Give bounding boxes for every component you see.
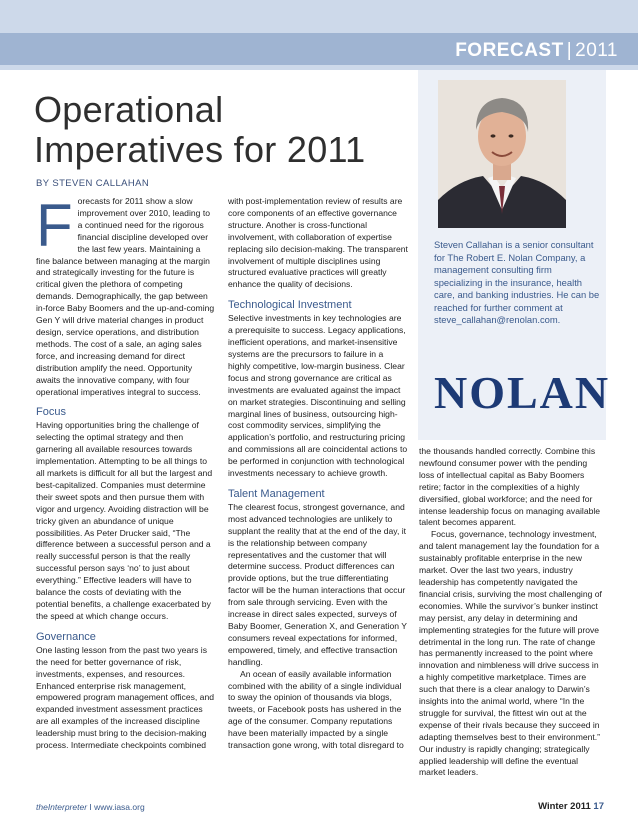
drop-cap: F <box>36 192 73 259</box>
footer-brand: theInterpreter <box>36 802 88 812</box>
talent-text: The clearest focus, strongest governance, and most advanced technologies are unlikely to supplant the reality that at the end of the day, it is the relationship between company representatives and the customer that will determine success. Product differences can provide options, but the true differentiating factor will be the human interactions that occur from sale through servicing. Even with the increase in direct sales expected, surveys of Baby Boomer, Generation X, and Generation Y consumers reveal expectations for informed, empowered, timely, and effective transaction handling. <box>228 501 407 667</box>
column-2 <box>228 196 408 752</box>
tech-text: Selective investments in key technologies are a prerequisite to success. Legacy applications, inefficient operations, and market-insensitive systems are the precursors to failure in a highly competitive, low-margin business. Clear focus and strong governance are critical as investments are evaluated against the impact on market strategies. Discontinuing and selling marginal lines of business, outsourcing high-cost commodity services, simplifying the application’s portfolio, and restructuring pricing and commissions all are coincidental actions to be performed in conjunction with technological investments necessary to achieve growth. <box>228 313 408 479</box>
author-photo <box>438 80 566 228</box>
byline: BY STEVEN CALLAHAN <box>36 178 150 189</box>
tech-heading: Technological Investment <box>228 299 352 312</box>
governance-text: One lasting lesson from the past two years is the need for better governance of risk, investments, expenses, and resources. Enhanced enterprise risk management, empowered program management offices, and expanded investment assessment practices are all examples of the increased discipline leadership must bring to the decision-making process. Intermediate checkpoints combined <box>36 644 215 751</box>
section-label: FORECAST <box>455 40 564 61</box>
talent-heading: Talent Management <box>228 487 325 500</box>
footer-url[interactable]: www.iasa.org <box>94 802 145 812</box>
section-header <box>455 40 618 62</box>
governance-continued: with post-implementation review of results are core components of an effective governance structure. Another is cross-functional involvement, with collaboration of expertise replacing silo decision-making. The transparent involvement of multiple disciplines using structured evaluative practices will greatly enhance the quality of decisions. <box>228 196 408 290</box>
nolan-logo: NOLAN <box>434 367 611 418</box>
column-3-text-2: Focus, governance, technology investment, and talent management lay the foundation for a sustainably profitable enterprise in the new market. Over the last two years, industry leadership has competently navigated the financial crisis, surviving the most challenging of economies. While the survivor’s bunker instinct may persist, any delay in determining and implementing strategies for the future will prove detrimental in the long run. The rate of change has permanently increased to the point where innovation and nimbleness will drive success in a highly competitive marketplace. Times are such that there is a clear analogy to Darwin’s insights into the animal world, where “In the struggle for survival, the fittest win out at the expense of their rivals because they succeed in adapting themselves best to their environment.” Our industry is rapidly changing; strategically applied leadership will define the eventual market leaders. <box>419 529 602 778</box>
footer-issue <box>538 801 604 812</box>
article-title <box>34 90 366 170</box>
column-1 <box>36 192 216 752</box>
column-3-text-1: the thousands handled correctly. Combine this newfound consumer power with the pending loss of intellectual capital as Baby Boomers retire; factor in the complexities of a highly diversified, global workforce; and the need for intense leadership focus on managing available talent becomes apparent. <box>419 446 601 528</box>
intro-paragraph <box>36 192 216 398</box>
intro-text: orecasts for 2011 show a slow improvement over 2010, leading to a continued need for the rigorous financial discipline developed over the last few years. Maintaining a fine balance between managing at the margin and strategically investing for the future is critical given the plethora of competing demands. Demographically, the gap between in-force Baby Boomers and the up-and-coming Gen Y will drive material changes in product design, service operations, and distribution methods. The cost of a sale, an aging sales force, and increasing demand for direct distribution amplify the need. Opportunity awaits the innovative company, with four operational imperatives integral to success. <box>36 196 215 397</box>
author-bio: Steven Callahan is a senior consultant for The Robert E. Nolan Company, a management consulting firm specializing in the insurance, health care, and banking industries. He can be reached for further comment at steve_callahan@renolan.com. <box>434 239 600 325</box>
title-line-2: Imperatives for 2011 <box>34 129 366 170</box>
section-separator: | <box>566 40 573 61</box>
column-3 <box>419 446 604 779</box>
focus-heading: Focus <box>36 406 66 419</box>
governance-heading: Governance <box>36 630 96 643</box>
talent-text-2: An ocean of easily available information combined with the ability of a single individual to sway the opinion of thousands via blogs, tweets, or Facebook posts has ushered in the age of the consumer. Company reputations have been materially impacted by a single transaction gone wrong, with total disregard to <box>228 668 404 751</box>
page-number: 17 <box>593 801 604 812</box>
title-line-1: Operational <box>34 89 224 130</box>
footer-publication <box>36 802 145 812</box>
footer-issue-label: Winter 2011 <box>538 801 591 812</box>
section-year: 2011 <box>575 40 618 61</box>
focus-text: Having opportunities bring the challenge of selecting the optimal strategy and then garnering all available resources towards implementation. Attempting to be all things to all markets is difficult for all but the largest and best-capitalized. Companies must determine their sweet spots and then pursue them with vigor and urgency. Avoiding distraction will be tricky given an abundance of unique possibilities. As Peter Drucker said, “The difference between a successful person and a really successful person is that the really successful person says ‘no’ to just about everything.” Effective leaders will have to balance the costs of deviating with the potential benefits, a challenge exacerbated by the speed at which change occurs. <box>36 420 213 621</box>
author-portrait-image <box>438 80 566 228</box>
footer-separator: I <box>87 802 95 812</box>
